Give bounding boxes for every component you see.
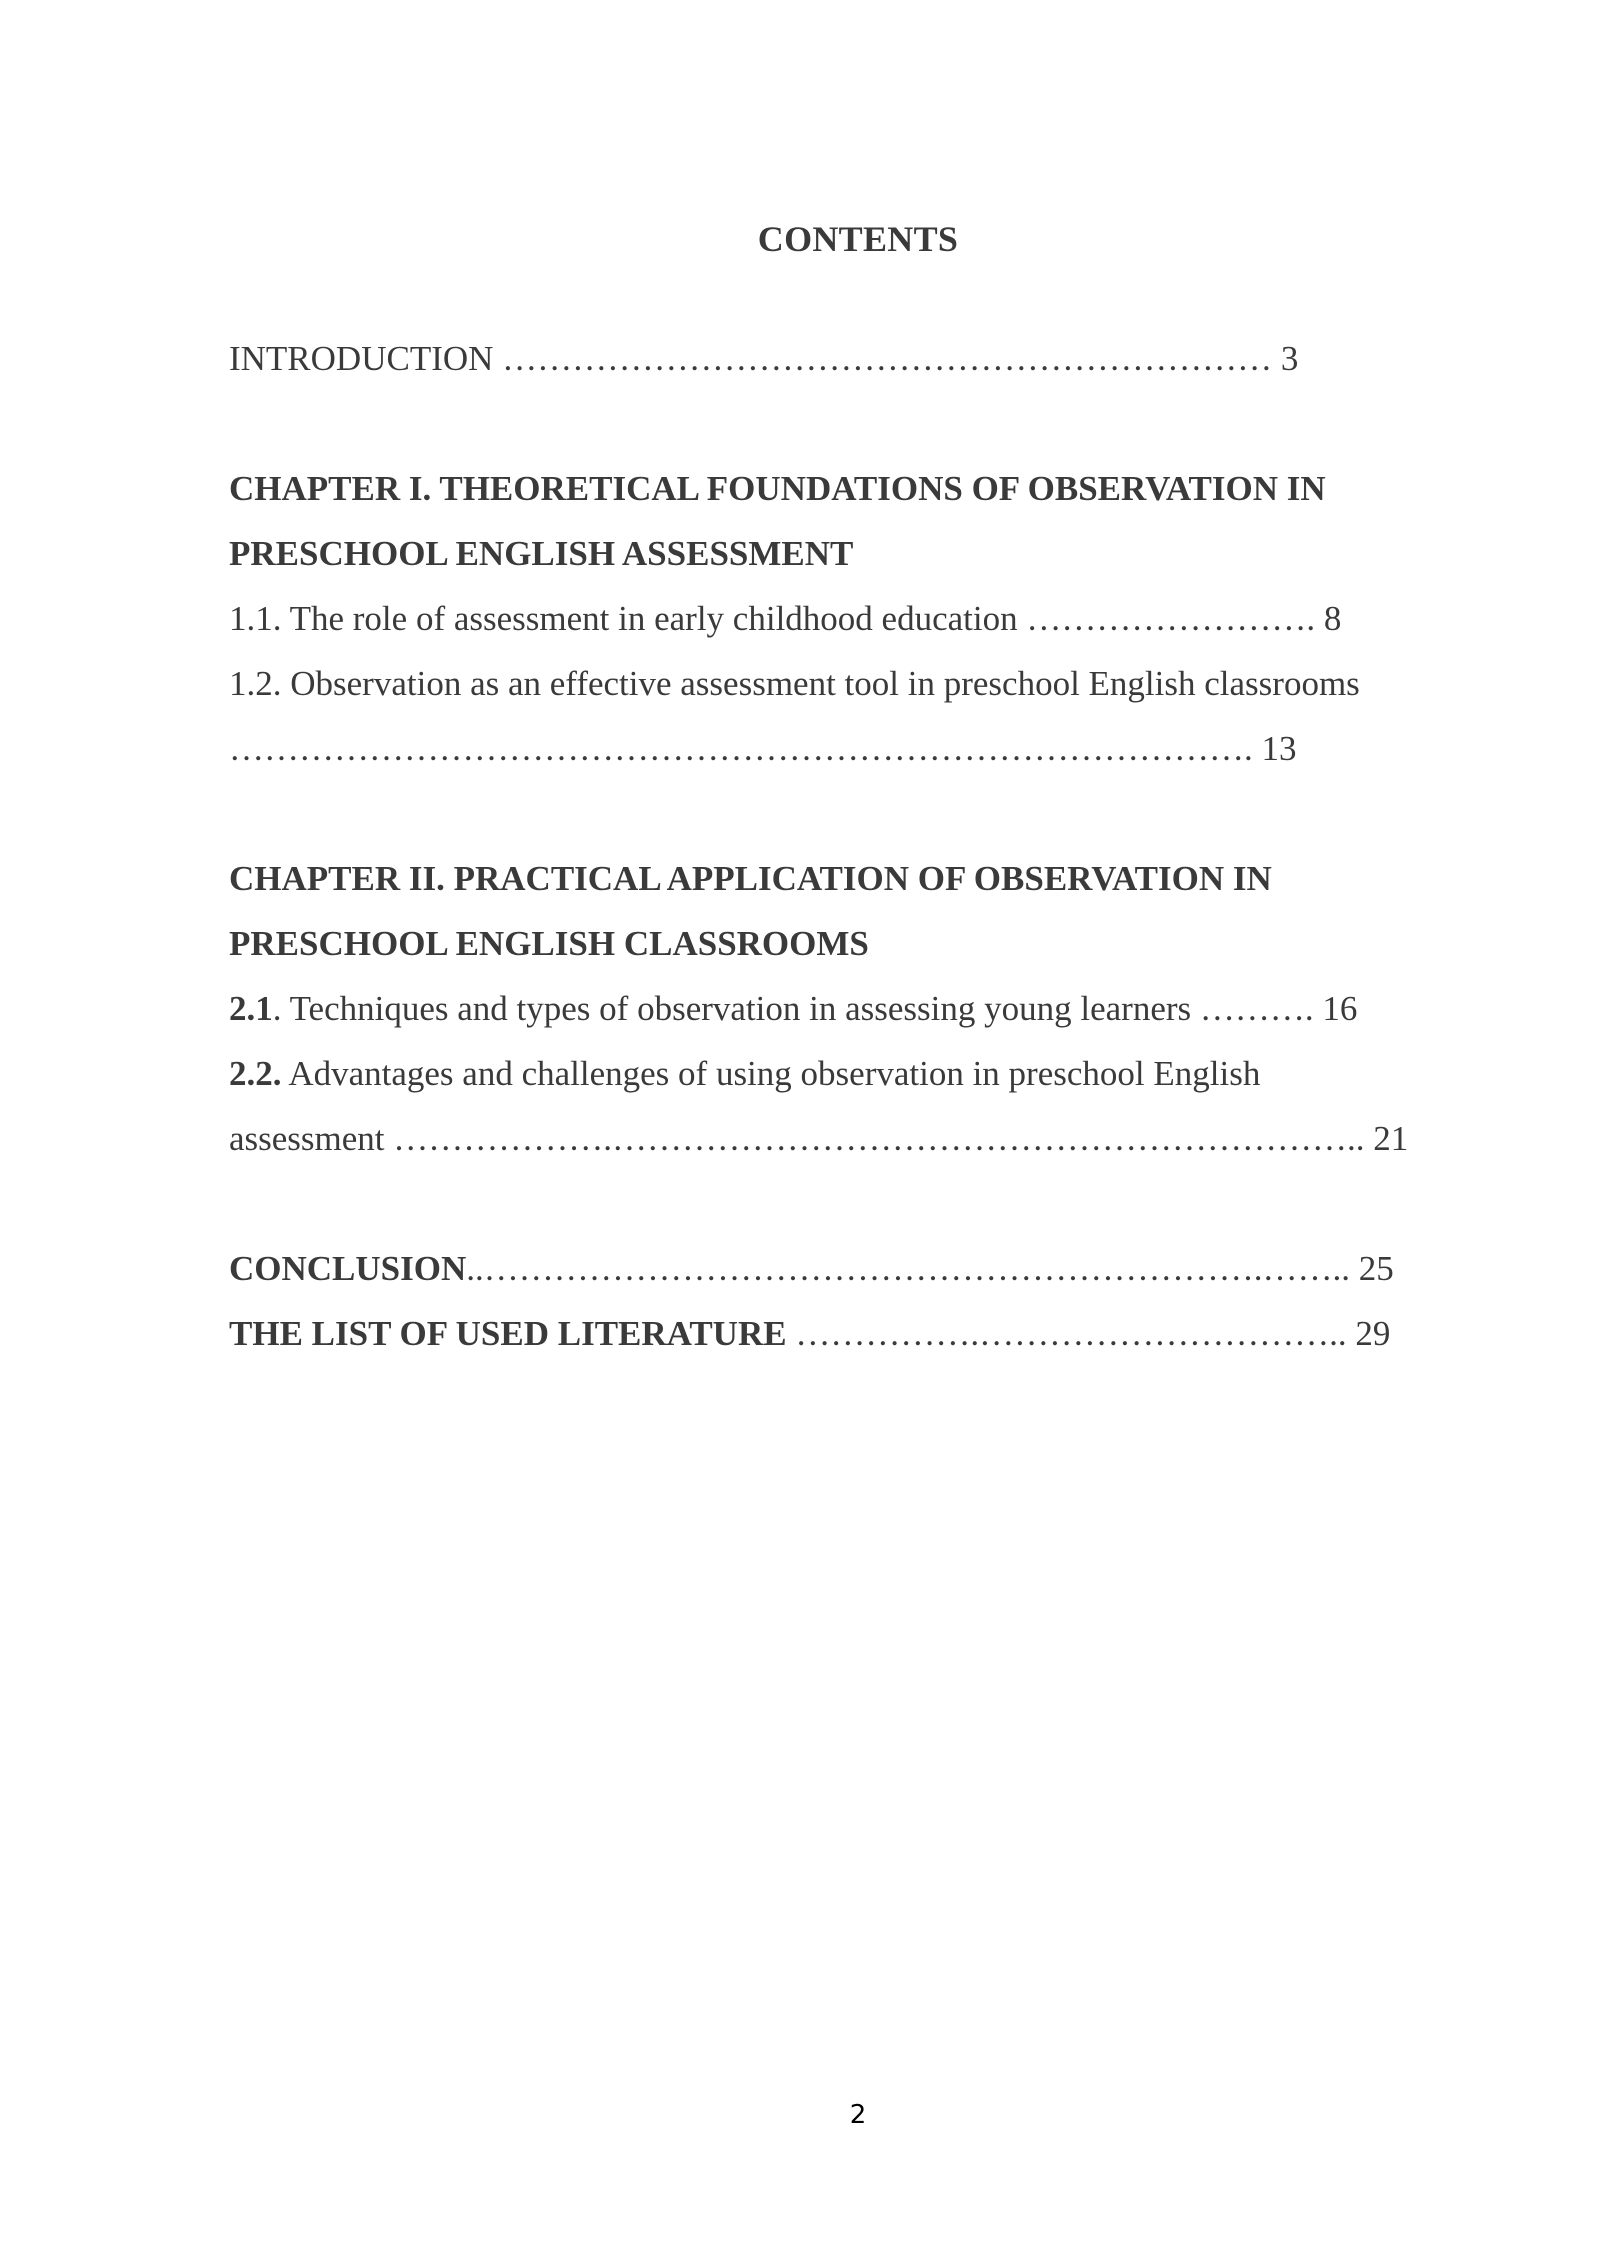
chapter-1-heading-line2[interactable]: PRESCHOOL ENGLISH ASSESSMENT bbox=[229, 534, 854, 573]
toc-label: THE LIST OF USED LITERATURE bbox=[229, 1314, 787, 1353]
toc-page-number: 13 bbox=[1261, 729, 1297, 768]
toc-page-number: 16 bbox=[1322, 989, 1358, 1028]
toc-page-number: 25 bbox=[1358, 1249, 1394, 1288]
toc-entry-1-2-continued[interactable] bbox=[229, 727, 1297, 771]
chapter-2-heading-line2[interactable]: PRESCHOOL ENGLISH CLASSROOMS bbox=[229, 924, 869, 963]
toc-page-number: 29 bbox=[1355, 1314, 1391, 1353]
toc-leader: ………. bbox=[1199, 989, 1323, 1028]
toc-entry-literature[interactable] bbox=[229, 1312, 1390, 1356]
toc-entry-introduction[interactable] bbox=[229, 337, 1298, 381]
toc-label: INTRODUCTION bbox=[229, 339, 494, 378]
toc-page-number: 3 bbox=[1280, 339, 1299, 378]
toc-entry-1-1[interactable] bbox=[229, 597, 1341, 641]
toc-leader: ……………….……………………………………………………….. bbox=[393, 1119, 1374, 1158]
toc-leader: …………….………………………….. bbox=[786, 1314, 1356, 1353]
toc-label: . Techniques and types of observation in assessing young learners bbox=[272, 989, 1200, 1028]
toc-page-number: 21 bbox=[1373, 1119, 1409, 1158]
toc-entry-2-1[interactable] bbox=[229, 987, 1357, 1031]
toc-label: 1.1. The role of assessment in early childhood education bbox=[229, 599, 1027, 638]
toc-leader: ……………………………………………………………………………. bbox=[229, 729, 1262, 768]
toc-page-number: 8 bbox=[1323, 599, 1342, 638]
page-number: 2 bbox=[849, 2100, 867, 2130]
chapter-2-heading-line1[interactable]: CHAPTER II. PRACTICAL APPLICATION OF OBSERVATION IN bbox=[229, 859, 1272, 898]
toc-label: Advantages and challenges of using observation in preschool English bbox=[281, 1054, 1261, 1093]
toc-label: CONCLUSION bbox=[229, 1249, 467, 1288]
toc-entry-conclusion[interactable] bbox=[229, 1247, 1394, 1291]
toc-leader: ……………………. bbox=[1026, 599, 1324, 638]
toc-entry-2-2[interactable] bbox=[229, 1052, 1260, 1096]
toc-entry-1-2[interactable]: 1.2. Observation as an effective assessment tool in preschool English classrooms bbox=[229, 664, 1360, 703]
toc-entry-2-2-continued[interactable] bbox=[229, 1117, 1408, 1161]
contents-title: CONTENTS bbox=[757, 219, 959, 259]
toc-leader: ………………………………………………………… bbox=[493, 339, 1281, 378]
section-number: 2.2. bbox=[229, 1054, 282, 1093]
toc-leader: ..………………………………………………………….…….. bbox=[466, 1249, 1359, 1288]
chapter-1-heading-line1[interactable]: CHAPTER I. THEORETICAL FOUNDATIONS OF OBSERVATION IN bbox=[229, 469, 1326, 508]
section-number: 2.1 bbox=[229, 989, 273, 1028]
toc-label: assessment bbox=[229, 1119, 394, 1158]
